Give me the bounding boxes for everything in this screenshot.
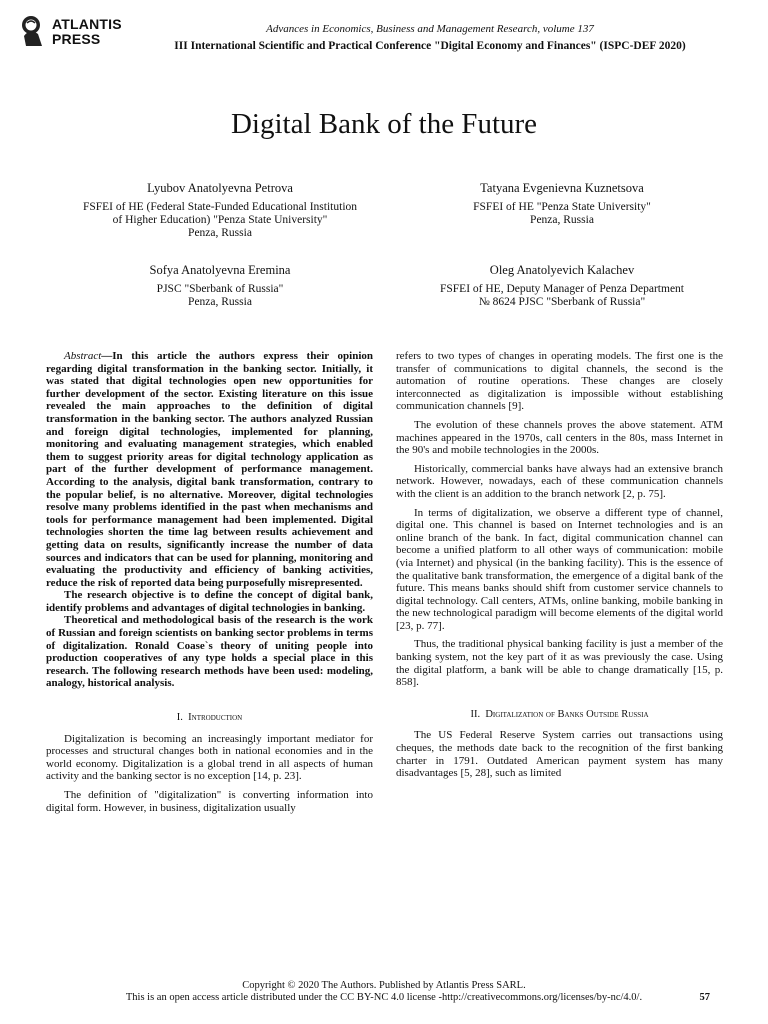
license-line: This is an open access article distributed under the CC BY-NC 4.0 license -http://creativecommons.org/licenses/by-nc/4.0/. (125, 992, 643, 1003)
abstract-label: Abstract (64, 350, 102, 362)
author-affiliation-line: № 8624 PJSC "Sberbank of Russia" (478, 296, 646, 308)
publisher-name-line2: PRESS (52, 31, 101, 47)
right-column (396, 350, 723, 786)
author-affiliation-line: PJSC "Sberbank of Russia" (156, 283, 284, 295)
atlas-figure-icon (20, 14, 48, 48)
author-name: Lyubov Anatolyevna Petrova (147, 181, 293, 195)
left-column (46, 350, 373, 820)
page-footer (0, 980, 768, 1004)
author-name: Oleg Anatolyevich Kalachev (489, 263, 635, 277)
section-number: II. (470, 708, 481, 720)
body-paragraph: refers to two types of changes in operating models. The first one is the transfer of communications to digital channels, the second is the automation of routine operations. These changes are closely interconnected as digitalization is impossible without establishing communication channels [9]. (396, 350, 723, 413)
body-paragraph: The definition of "digitalization" is converting information into digital form. However, in business, digitalization usually (46, 789, 373, 814)
author-affiliation-line: Penza, Russia (188, 227, 252, 239)
section-title: Digitalization of Banks Outside Russia (485, 708, 649, 720)
body-paragraph: Digitalization is becoming an increasingly important mediator for processes and structural changes both in national economies and in the world economy. Digitalization is a global trend in all aspects of human activity and the banking sector is no exception [14, p. 23]. (46, 732, 373, 783)
author-affiliation-line: Penza, Russia (530, 214, 594, 226)
body-paragraph: Historically, commercial banks have always had an extensive branch network. However, nowadays, each of these communication channels with the client is an addition to the branch network [2, p. 75]. (396, 462, 723, 500)
abstract-paragraph: Theoretical and methodological basis of the research is the work of Russian and foreign scientists on banking sector problems in terms of digitalization. Ronald Coase`s theory of uniting people into production cooperatives of any type holds a special place in this research. The following research methods have been used: modeling, analogy, historical analysis. (46, 614, 373, 690)
author-affiliation-line: of Higher Education) "Penza State University" (112, 214, 328, 226)
page-number: 57 (699, 992, 710, 1003)
body-paragraph: The evolution of these channels proves the above statement. ATM machines appeared in the 1970s, call centers in the 80s, mass Internet in the 90's and mobile technologies in the 2000s. (396, 418, 723, 457)
author-block (392, 182, 732, 227)
body-paragraph: Thus, the traditional physical banking facility is just a member of the banking system, not the key part of it as was previously the case. Using the digital platform, a bank will be able to change dramatically [15, p. 858]. (396, 638, 723, 689)
body-paragraph: In terms of digitalization, we observe a different type of channel, digital one. This channel is based on Internet technologies and is an online branch of the bank. In fact, digital communication channel can become a unified platform to all other ways of communication: mobile (via Internet) and physical (in the banking facility). This is the essence of the qualitative bank transformation, the emergence of a digital bank of the future. This means banks should shift from customer service channels to digital technology. Call centers, ATMs, online banking, mobile banking in the new technological paradigm will become elements of the digital world [23, p. 77]. (396, 506, 723, 632)
journal-line: Advances in Economics, Business and Management Research, volume 137 (266, 23, 594, 35)
abstract (46, 350, 373, 690)
abstract-text: In this article the authors express their opinion regarding digital transformation in the banking sector. Initially, it was stated that digital technologies open new opportunities for further development of the sector. Existing literature on this issue revealed the main approaches to the definition of digital transformation in the banking sector. The authors analyzed Russian and foreign digital technologies, implemented for planning, monitoring and evaluating management strategies, which enabled them to suggest priority areas for digital technology application as part of the further development of performance management. According to the analysis, digital bank transformation, contrary to the popular belief, is no alternative. Moreover, digital technologies resolve many problems identified in the past when mechanisms and tools for performance management had been implemented. Digital technologies shorten the time lag between results achievement and getting data on results, significantly increase the number of data sources and indicators that can be used for planning, monitoring and evaluating the productivity and efficiency of banking activities, reduce the risk of reported data being purposefully misrepresented. (46, 350, 373, 589)
author-block (50, 182, 390, 240)
author-affiliation-line: FSFEI of HE "Penza State University" (473, 201, 651, 213)
author-affiliation-line: Penza, Russia (188, 296, 252, 308)
publisher-name-line1: ATLANTIS (52, 16, 122, 32)
section-title: Introduction (188, 712, 243, 724)
author-name: Tatyana Evgenievna Kuznetsova (480, 181, 644, 195)
publisher-logo (20, 14, 124, 48)
conference-line: III International Scientific and Practical Conference "Digital Economy and Finances" (ISPC-DEF 2020) (174, 40, 686, 52)
copyright-line: Copyright © 2020 The Authors. Published by Atlantis Press SARL. (242, 980, 526, 991)
body-paragraph: The US Federal Reserve System carries out transactions using cheques, the methods date back to the recognition of the first banking charter in 1791. Outdated American payment system has many disadvantages [5, 28], such as limited (396, 729, 723, 780)
author-affiliation-line: FSFEI of HE (Federal State-Funded Educational Institution (82, 201, 358, 213)
author-block (50, 264, 390, 309)
section-number: I. (176, 712, 183, 724)
abstract-paragraph: The research objective is to define the concept of digital bank, identify problems and advantages of digital technologies in banking. (46, 589, 373, 614)
abstract-paragraph (46, 350, 373, 589)
paper-title: Digital Bank of the Future (230, 108, 538, 140)
author-affiliation-line: FSFEI of HE, Deputy Manager of Penza Department (440, 283, 684, 295)
abstract-dash: — (101, 350, 113, 362)
section-heading (396, 709, 723, 722)
author-name: Sofya Anatolyevna Eremina (149, 263, 291, 277)
section-heading (46, 712, 373, 725)
author-block (392, 264, 732, 309)
